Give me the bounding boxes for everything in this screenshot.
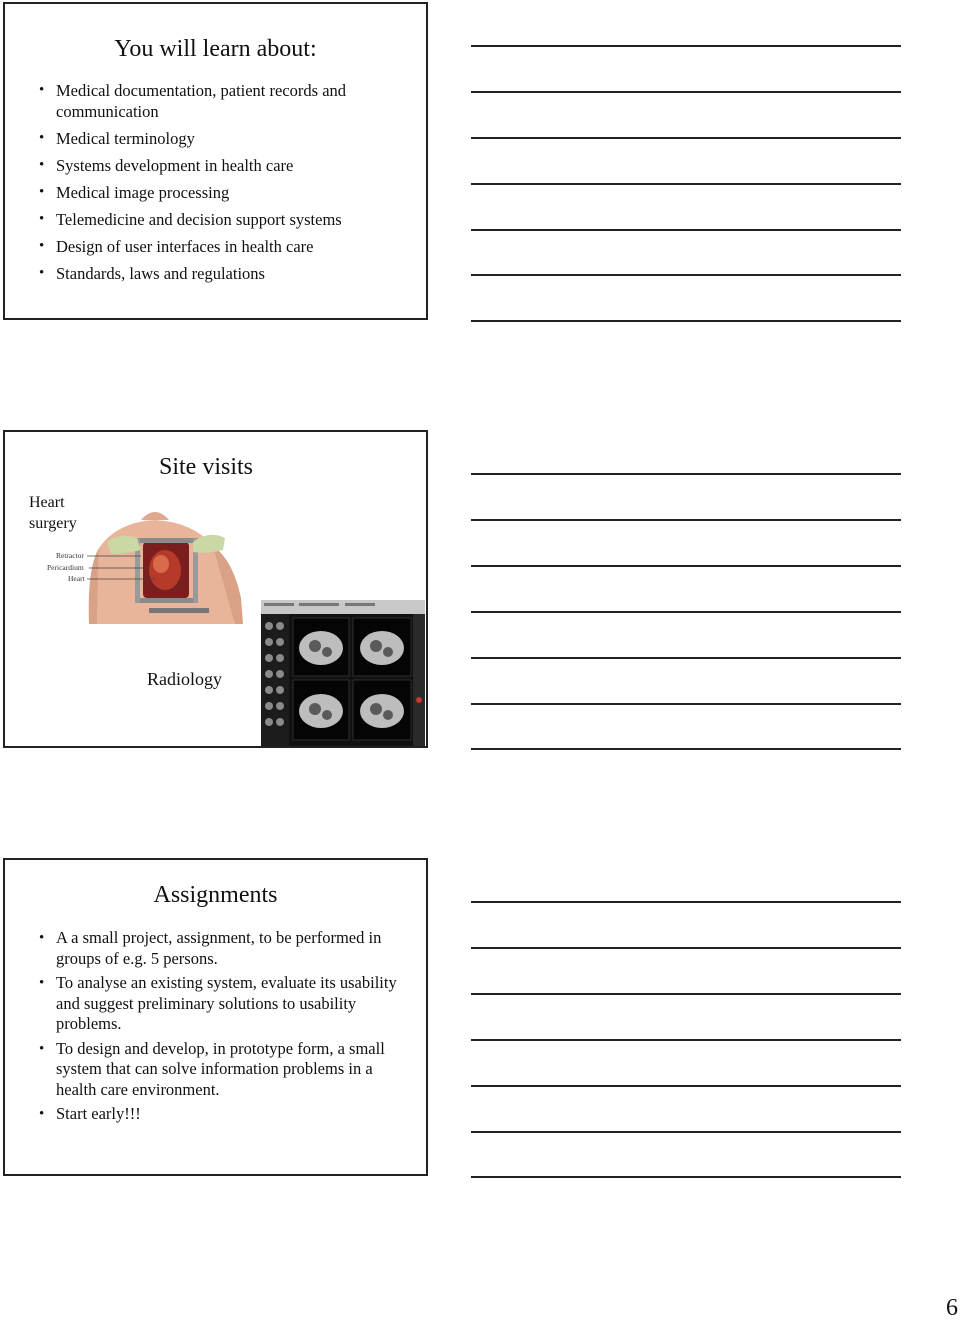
bullet-item: • Systems development in health care: [39, 155, 406, 176]
note-line: [471, 611, 901, 613]
slide-assignments: [3, 858, 428, 1176]
note-line: [471, 657, 901, 659]
note-line: [471, 1176, 901, 1178]
slide-learn-about: [3, 2, 428, 320]
radiology-workstation-image: [261, 600, 425, 746]
bullet-item: • Design of user interfaces in health care: [39, 236, 406, 257]
bullet-list: [39, 80, 406, 290]
note-line: [471, 45, 901, 47]
bullet-item: • Medical terminology: [39, 128, 406, 149]
note-line: [471, 1085, 901, 1087]
note-line: [471, 274, 901, 276]
note-line: [471, 183, 901, 185]
note-line: [471, 229, 901, 231]
bullet-item: • A a small project, assignment, to be performed in groups of e.g. 5 persons.: [39, 928, 406, 969]
bullet-item: • To analyse an existing system, evaluate its usability and suggest preliminary solutions to usability problems.: [39, 973, 406, 1035]
note-line: [471, 1131, 901, 1133]
bullet-item: • To design and develop, in prototype form, a small system that can solve information problems in a health care environment.: [39, 1039, 406, 1101]
note-line: [471, 748, 901, 750]
slide-title: You will learn about:: [114, 36, 317, 62]
heart-surgery-image: [37, 498, 245, 624]
bullet-item: • Medical image processing: [39, 182, 406, 203]
note-line: [471, 565, 901, 567]
note-line: [471, 703, 901, 705]
note-line: [471, 947, 901, 949]
bullet-item: • Start early!!!: [39, 1104, 406, 1125]
label-pericardium: Pericardium: [47, 563, 84, 572]
note-line: [471, 519, 901, 521]
label-retractor: Retractor: [56, 551, 84, 560]
note-line: [471, 901, 901, 903]
bullet-item: • Standards, laws and regulations: [39, 263, 406, 284]
note-line: [471, 91, 901, 93]
bullet-item: • Medical documentation, patient records and communication: [39, 80, 406, 122]
note-line: [471, 137, 901, 139]
bullet-item: • Telemedicine and decision support systems: [39, 209, 406, 230]
bullet-list: [39, 928, 406, 1129]
page-number: 6: [946, 1295, 958, 1321]
heart-surgery-label: Heart surgery: [29, 494, 77, 532]
note-line: [471, 1039, 901, 1041]
radiology-label: Radiology: [147, 669, 222, 689]
slide-site-visits: [3, 430, 428, 748]
note-line: [471, 993, 901, 995]
note-line: [471, 473, 901, 475]
slide-title: Assignments: [153, 882, 278, 908]
label-heart: Heart: [68, 574, 85, 583]
note-line: [471, 320, 901, 322]
slide-title: Site visits: [159, 454, 254, 480]
